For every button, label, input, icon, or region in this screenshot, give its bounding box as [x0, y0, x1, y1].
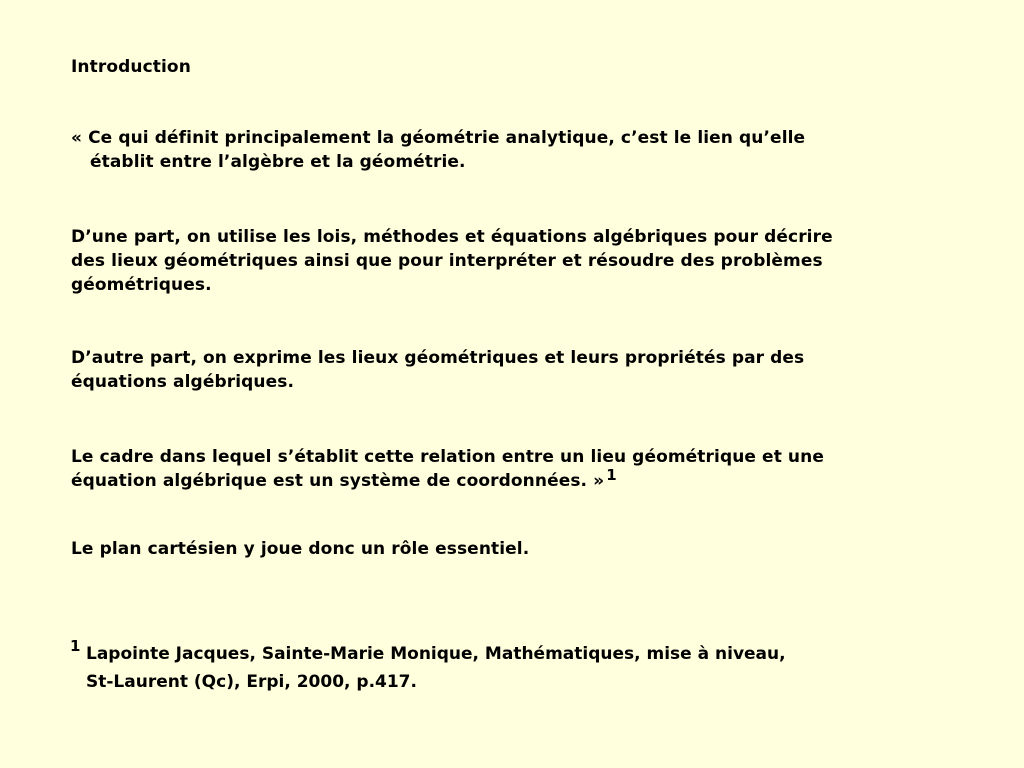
footnote — [70, 637, 786, 696]
footnote-line-1: Lapointe Jacques, Sainte-Marie Monique, Mathématiques, mise à niveau, — [86, 644, 786, 664]
paragraph-cartesian-plane: Le plan cartésien y joue donc un rôle essentiel. — [71, 539, 530, 559]
paragraph-coordinate-system — [71, 445, 824, 493]
paragraph-line — [71, 466, 824, 493]
paragraph-first-part — [71, 225, 833, 297]
paragraph-line: D’autre part, on exprime les lieux géométriques et leurs propriétés par des — [71, 348, 805, 368]
paragraph-line: géométriques. — [71, 275, 212, 295]
quote-line-2: établit entre l’algèbre et la géométrie. — [90, 152, 466, 172]
paragraph-line-text: équation algébrique est un système de coordonnées. » — [71, 471, 605, 491]
footnote-line-2: St-Laurent (Qc), Erpi, 2000, p.417. — [86, 672, 417, 692]
footnote-marker: 1 — [70, 637, 81, 655]
paragraph-second-part — [71, 346, 804, 394]
page-title: Introduction — [71, 57, 191, 77]
paragraph-line: D’une part, on utilise les lois, méthodes et équations algébriques pour décrire — [71, 227, 833, 247]
paragraph-line: des lieux géométriques ainsi que pour interpréter et résoudre des problèmes — [71, 251, 823, 271]
quote-line-1: « Ce qui définit principalement la géométrie analytique, c’est le lien qu’elle — [71, 128, 806, 148]
paragraph-line: équations algébriques. — [71, 372, 295, 392]
quote-paragraph — [71, 126, 805, 174]
footnote-reference: 1 — [606, 466, 617, 484]
paragraph-line: Le cadre dans lequel s’établit cette relation entre un lieu géométrique et une — [71, 447, 824, 467]
